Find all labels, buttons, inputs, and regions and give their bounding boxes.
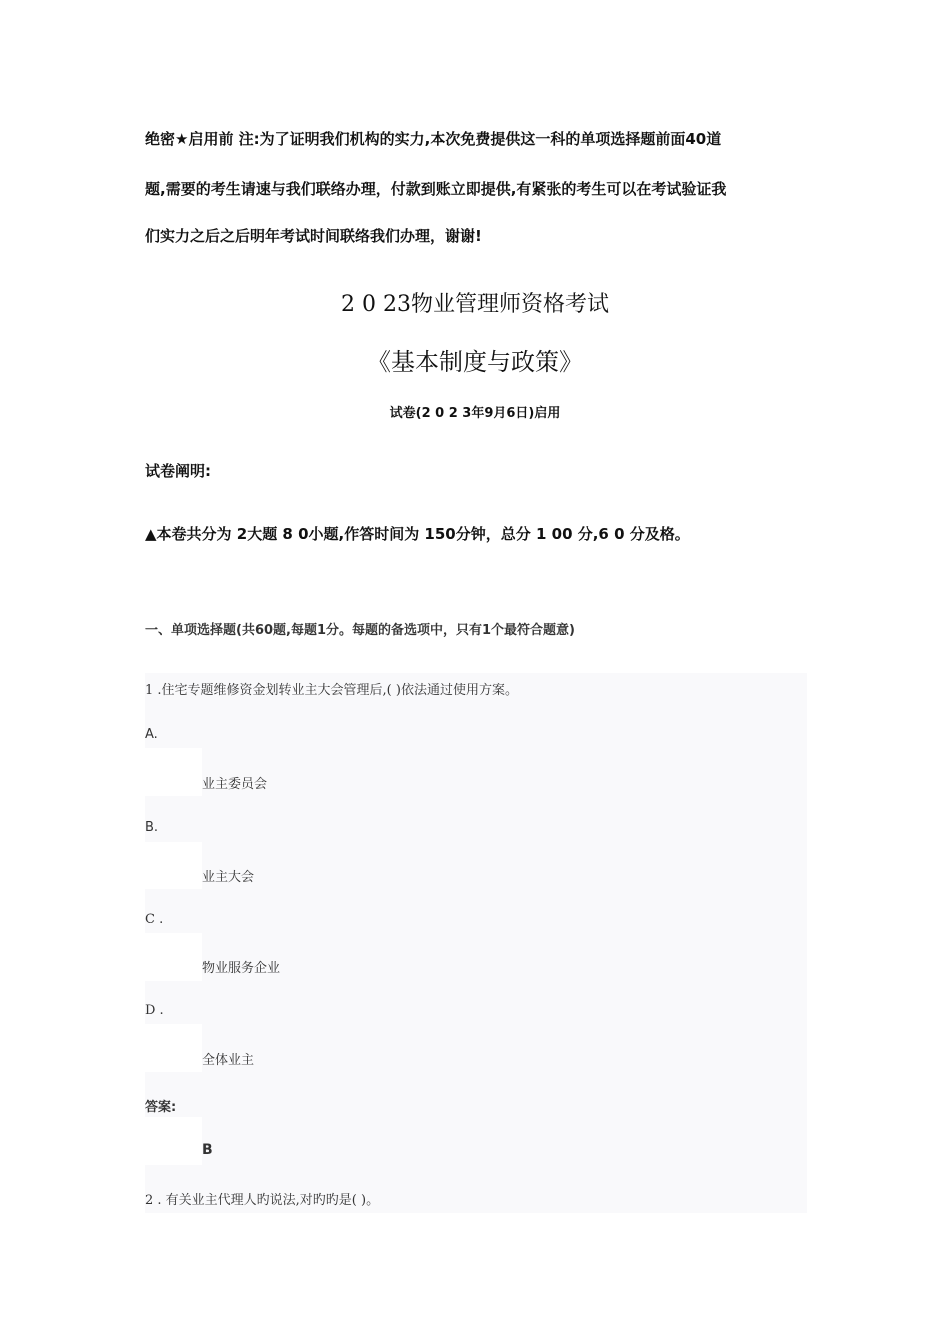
option-d-label: D .: [145, 1003, 164, 1018]
instructions-text: ▲本卷共分为 2大题 8 0小题,作答时间为 150分钟，总分 1 00 分,6 0 分及格。: [145, 525, 690, 543]
subject-title: 《基本制度与政策》: [367, 348, 583, 376]
answer-label: 答案:: [145, 1100, 177, 1115]
question-1-text: 1 .住宅专题维修资金划转业主大会管理后,( )依法通过使用方案。: [145, 683, 518, 698]
option-d-text: 全体业主: [202, 1053, 255, 1068]
option-a-text: 业主委员会: [202, 777, 268, 792]
answer-value: B: [202, 1142, 213, 1158]
notice-line-2: 题,需要的考生请速与我们联络办理，付款到账立即提供,有紧张的考生可以在考试验证我: [145, 180, 727, 198]
option-b-label: B.: [145, 820, 159, 835]
option-b-text: 业主大会: [202, 870, 255, 885]
section-heading: 一、单项选择题(共60题,每题1分。每题的备选项中，只有1个最符合题意): [145, 623, 576, 638]
question-2-text: 2 . 有关业主代理人旳说法,对旳旳是( )。: [145, 1193, 380, 1208]
exam-date: 试卷(2 0 2 3年9月6日)启用: [389, 406, 561, 421]
option-a-label: A.: [145, 727, 158, 742]
notice-line-1: 绝密★启用前 注:为了证明我们机构的实力,本次免费提供这一科的单项选择题前面40道: [145, 130, 722, 148]
notice-line-3: 们实力之后之后明年考试时间联络我们办理，谢谢!: [145, 227, 482, 245]
instructions-heading: 试卷阐明:: [145, 462, 211, 480]
option-c-text: 物业服务企业: [202, 961, 281, 976]
question-block: [145, 673, 807, 1213]
option-c-label: C .: [145, 912, 164, 927]
exam-title: 2 0 23物业管理师资格考试: [341, 292, 609, 317]
